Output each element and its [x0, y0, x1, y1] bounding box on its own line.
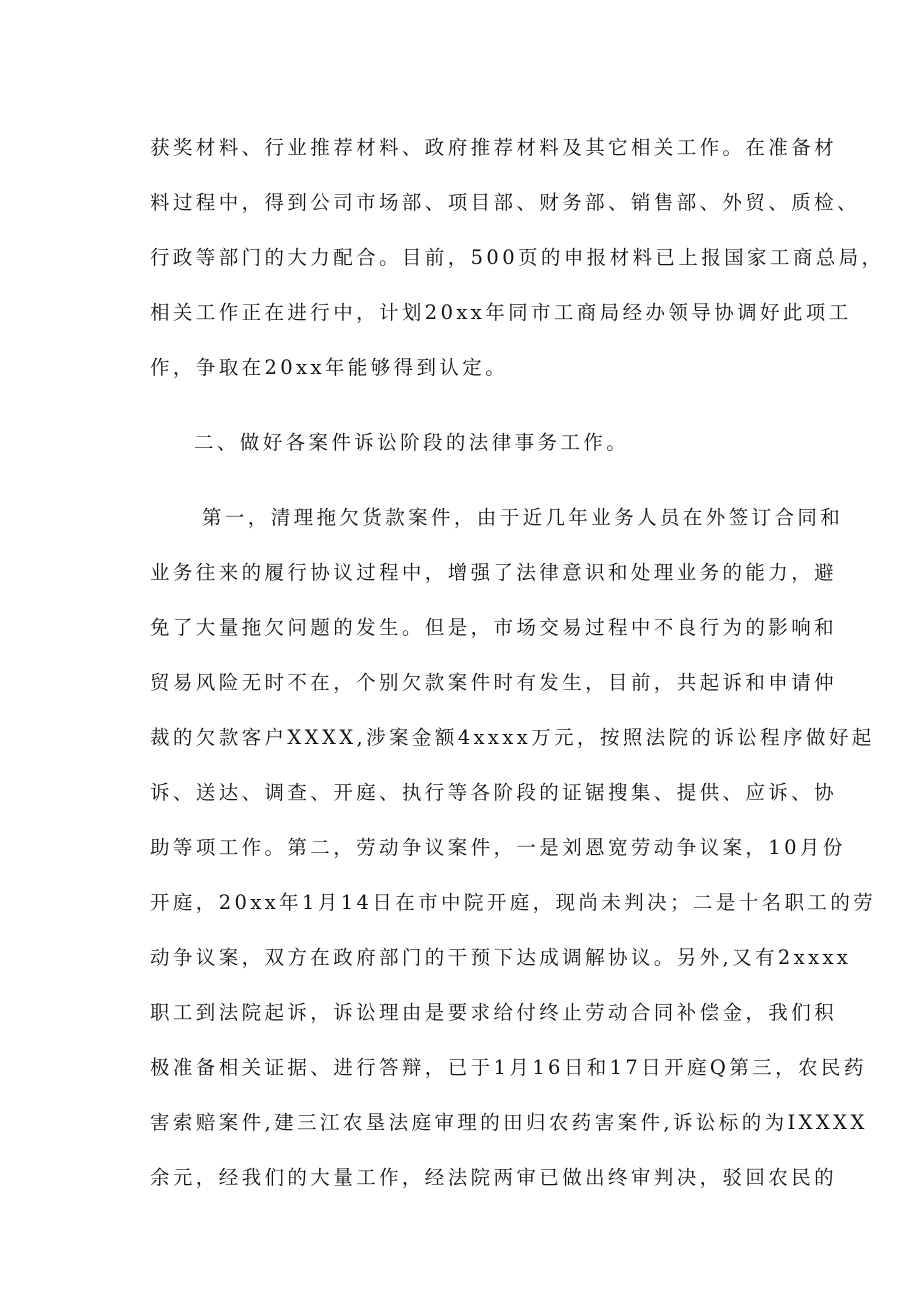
text-line: 极准备相关证据、进行答辩，已于1月16日和17日开庭Q第三，农民药	[150, 1056, 867, 1079]
text-line: 贸易风险无时不在，个别欠款案件时有发生，目前，共起诉和申请仲	[150, 671, 838, 694]
text-line: 免了大量拖欠问题的发生。但是，市场交易过程中不良行为的影响和	[150, 616, 838, 639]
text-line: 开庭，20xx年1月14日在市中院开庭，现尚未判决；二是十名职工的劳	[150, 891, 877, 914]
text-line: 业务往来的履行协议过程中，增强了法律意识和处理业务的能力，避	[150, 561, 838, 584]
document-body	[150, 120, 885, 1205]
text-line: 助等项工作。第二，劳动争议案件，一是刘恩宽劳动争议案，10月份	[150, 836, 846, 859]
text-line: 作，争取在20xx年能够得到认定。	[150, 356, 509, 379]
text-line: 获奖材料、行业推荐材料、政府推荐材料及其它相关工作。在准备材	[150, 136, 838, 159]
paragraph-gap	[150, 395, 790, 415]
text-line: 动争议案，双方在政府部门的干预下达成调解协议。另外,又有2xxxx	[150, 946, 852, 969]
text-line: 余元，经我们的大量工作，经法院两审已做出终审判决，驳回农民的	[150, 1166, 838, 1189]
section-heading: 二、做好各案件诉讼阶段的法律事务工作。	[194, 431, 630, 454]
paragraph-gap	[150, 470, 790, 490]
text-line: 诉、送达、调查、开庭、执行等各阶段的证锯搜集、提供、应诉、协	[150, 781, 838, 804]
text-line: 相关工作正在进行中，计划20xx年同市工商局经办领导协调好此项工	[150, 301, 852, 324]
text-line: 害索赔案件,建三江农垦法庭审理的田归农药害案件,诉讼标的为IXXXX	[150, 1111, 868, 1134]
text-line: 第一，清理拖欠货款案件，由于近几年业务人员在外签订合同和	[202, 506, 844, 529]
text-line: 职工到法院起诉，诉讼理由是要求给付终止劳动合同补偿金，我们积	[150, 1001, 838, 1024]
text-line: 行政等部门的大力配合。目前，500页的申报材料已上报国家工商总局，	[150, 246, 885, 269]
text-line: 料过程中，得到公司市场部、项目部、财务部、销售部、外贸、质检、	[150, 191, 860, 214]
text-line: 裁的欠款客户XXXX,涉案金额4xxxx万元，按照法院的诉讼程序做好起	[150, 726, 875, 749]
